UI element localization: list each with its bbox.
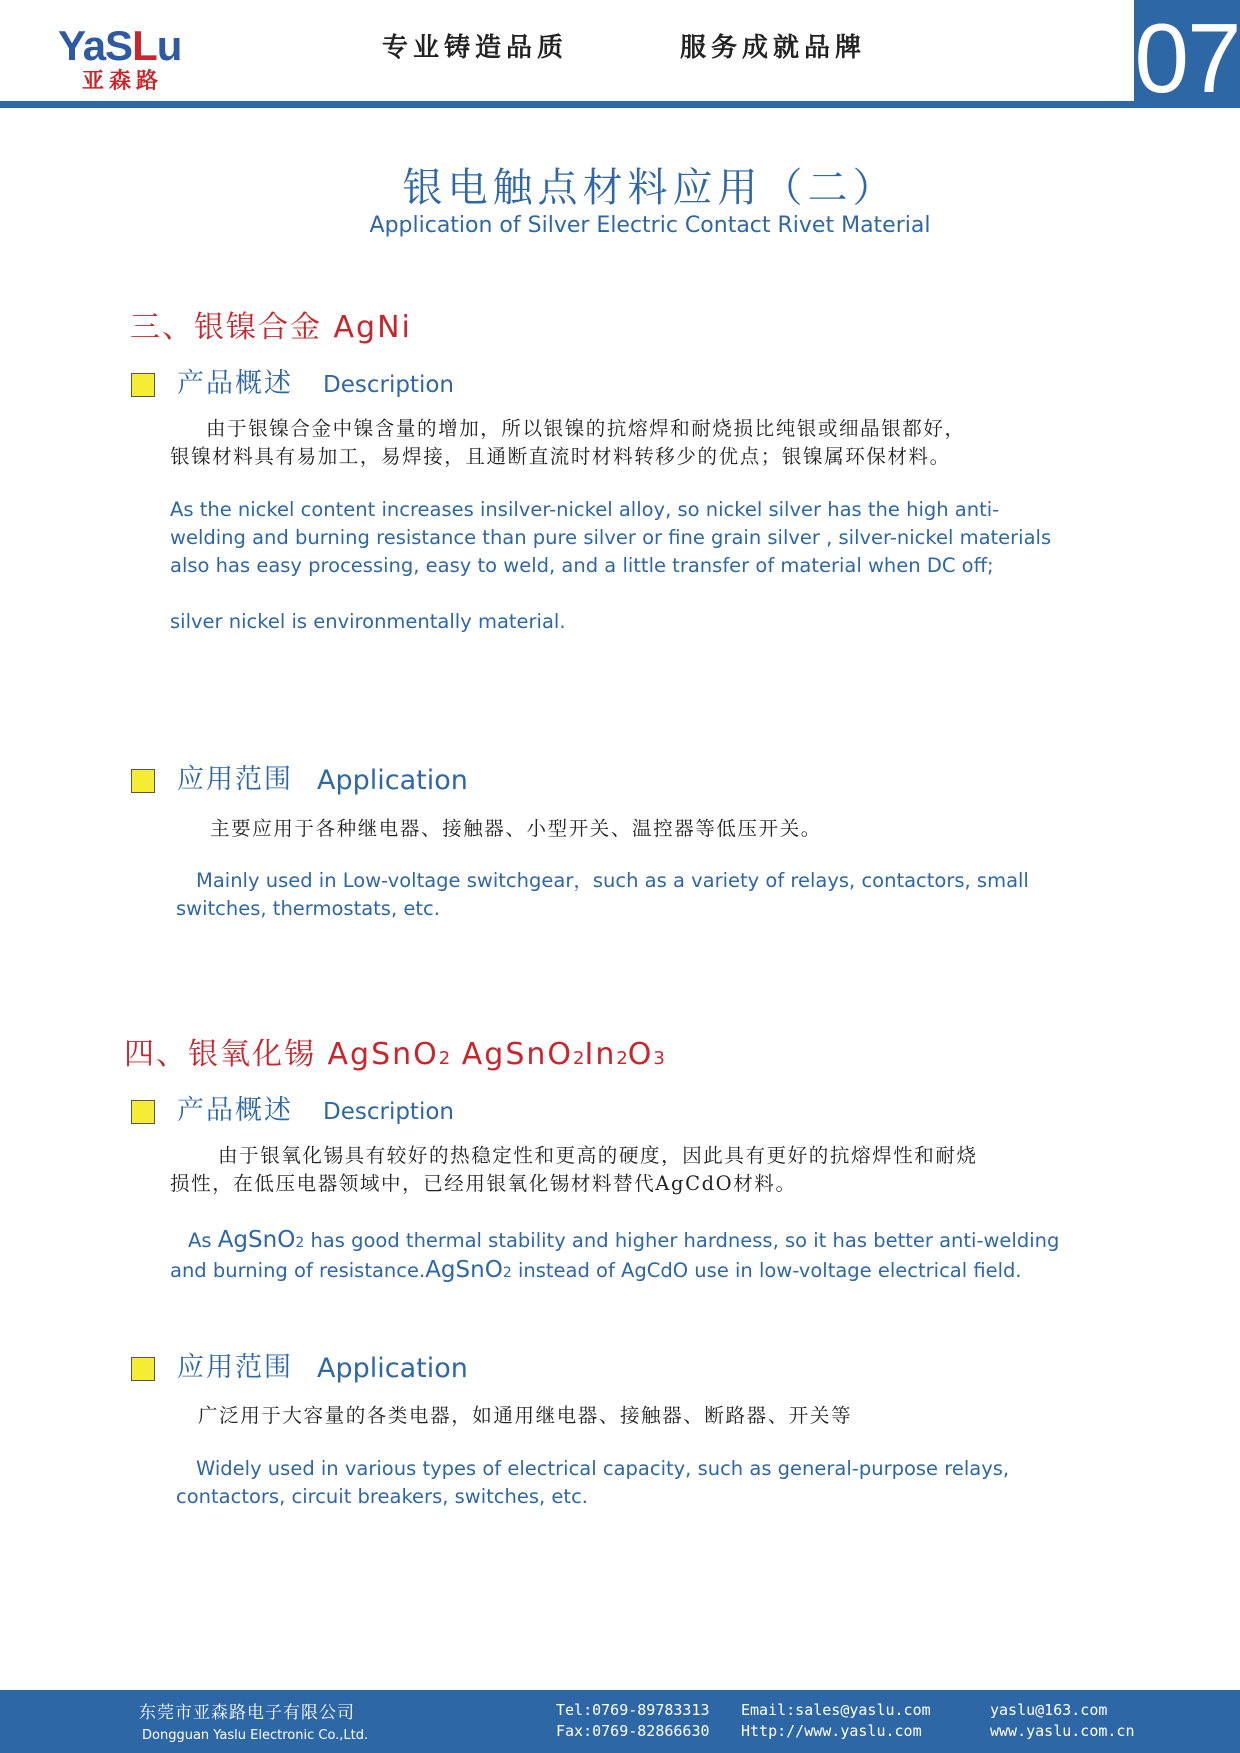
paragraph-en: switches, thermostats, etc. bbox=[176, 897, 440, 920]
slogan-quality: 专业铸造品质 bbox=[382, 33, 569, 63]
paragraph-zh: 银镍材料具有易加工，易焊接，且通断直流时材料转移少的优点；银镍属环保材料。 bbox=[170, 445, 951, 468]
square-bullet-icon bbox=[131, 373, 155, 397]
paragraph-en bbox=[188, 1226, 1059, 1257]
paragraph-zh: 由于银镍合金中镍含量的增加，所以银镍的抗熔焊和耐烧损比纯银或细晶银都好， bbox=[206, 417, 966, 440]
text-run: and burning of resistance. bbox=[170, 1259, 426, 1282]
logo-text-part: L bbox=[132, 22, 157, 69]
footer-company-en: Dongguan Yaslu Electronic Co.,Ltd. bbox=[142, 1728, 369, 1743]
subheading-label-zh: 应用范围 bbox=[177, 764, 293, 795]
logo-chinese-name: 亚森路 bbox=[82, 68, 164, 94]
section-heading-agsno2 bbox=[124, 1035, 665, 1079]
paragraph-en: silver nickel is environmentally material. bbox=[170, 610, 566, 633]
footer-tel: Tel:0769-89783313 bbox=[556, 1701, 710, 1719]
paragraph-en: contactors, circuit breakers, switches, etc. bbox=[176, 1485, 588, 1508]
footer-website-link[interactable]: Http://www.yaslu.com bbox=[741, 1722, 922, 1740]
heading-subscript: 2 bbox=[573, 1048, 585, 1069]
slogan-service: 服务成就品牌 bbox=[680, 33, 867, 63]
heading-subscript: 2 bbox=[438, 1048, 451, 1069]
heading-text: AgSnO bbox=[450, 1037, 574, 1072]
subheading-label-zh: 产品概述 bbox=[177, 1095, 293, 1126]
paragraph-zh: 损性，在低压电器领域中，已经用银氧化锡材料替代AgCdO材料。 bbox=[170, 1172, 797, 1195]
footer-website2-link[interactable]: www.yaslu.com.cn bbox=[990, 1722, 1135, 1740]
subheading-label-zh: 产品概述 bbox=[177, 368, 293, 399]
subheading-label-en: Description bbox=[323, 1099, 454, 1125]
footer-fax: Fax:0769-82866630 bbox=[556, 1722, 710, 1740]
square-bullet-icon bbox=[131, 1357, 155, 1381]
footer-company-zh: 东莞市亚森路电子有限公司 bbox=[139, 1703, 355, 1723]
text-run: As bbox=[188, 1229, 218, 1252]
paragraph-en: also has easy processing, easy to weld, and a little transfer of material when DC off; bbox=[170, 554, 994, 577]
text-run: instead of AgCdO use in low-voltage electrical field. bbox=[511, 1259, 1022, 1282]
subheading-label-en: Description bbox=[323, 372, 454, 398]
footer-email2-link[interactable]: yaslu@163.com bbox=[990, 1701, 1108, 1719]
heading-subscript: 2 bbox=[616, 1048, 628, 1069]
logo-wordmark bbox=[58, 22, 181, 70]
heading-text: 四、银氧化锡 AgSnO bbox=[124, 1037, 439, 1072]
subscript: 2 bbox=[295, 1235, 305, 1251]
heading-text: In bbox=[584, 1037, 617, 1072]
section-heading-agni: 三、银镍合金 AgNi bbox=[130, 310, 412, 345]
text-run: has good thermal stability and higher hardness, so it has better anti-welding bbox=[304, 1229, 1060, 1252]
text-run: AgSnO bbox=[425, 1257, 503, 1283]
paragraph-zh: 广泛用于大容量的各类电器，如通用继电器、接触器、断路器、开关等 bbox=[198, 1404, 853, 1427]
paragraph-en: welding and burning resistance than pure silver or fine grain silver , silver-nickel materials bbox=[170, 526, 1052, 549]
company-logo bbox=[58, 22, 208, 94]
paragraph-en: As the nickel content increases insilver-nickel alloy, so nickel silver has the high anti- bbox=[170, 498, 1000, 521]
paragraph-en bbox=[170, 1256, 1022, 1287]
paragraph-en: Mainly used in Low-voltage switchgear，such as a variety of relays, contactors, small bbox=[196, 869, 1029, 892]
logo-text-part: YaS bbox=[58, 22, 133, 69]
header-divider bbox=[0, 101, 1240, 108]
page-title-en: Application of Silver Electric Contact Rivet Material bbox=[369, 213, 931, 238]
logo-text-part: u bbox=[156, 22, 182, 69]
subscript: 2 bbox=[502, 1265, 512, 1281]
footer-email-link[interactable]: Email:sales@yaslu.com bbox=[741, 1701, 931, 1719]
subheading-label-en: Application bbox=[317, 1353, 468, 1384]
square-bullet-icon bbox=[131, 769, 155, 793]
paragraph-zh: 由于银氧化锡具有较好的热稳定性和更高的硬度，因此具有更好的抗熔焊性和耐烧 bbox=[218, 1144, 978, 1167]
page-title-zh: 银电触点材料应用（二） bbox=[402, 165, 898, 211]
paragraph-en: Widely used in various types of electrical capacity, such as general-purpose relays, bbox=[196, 1457, 1010, 1480]
heading-text: O bbox=[627, 1037, 654, 1072]
square-bullet-icon bbox=[131, 1100, 155, 1124]
paragraph-zh: 主要应用于各种继电器、接触器、小型开关、温控器等低压开关。 bbox=[210, 817, 822, 840]
heading-subscript: 3 bbox=[653, 1048, 665, 1069]
page-number: 07 bbox=[1134, 3, 1240, 113]
subheading-label-en: Application bbox=[317, 765, 468, 796]
subheading-label-zh: 应用范围 bbox=[177, 1352, 293, 1383]
text-run: AgSnO bbox=[217, 1227, 296, 1253]
